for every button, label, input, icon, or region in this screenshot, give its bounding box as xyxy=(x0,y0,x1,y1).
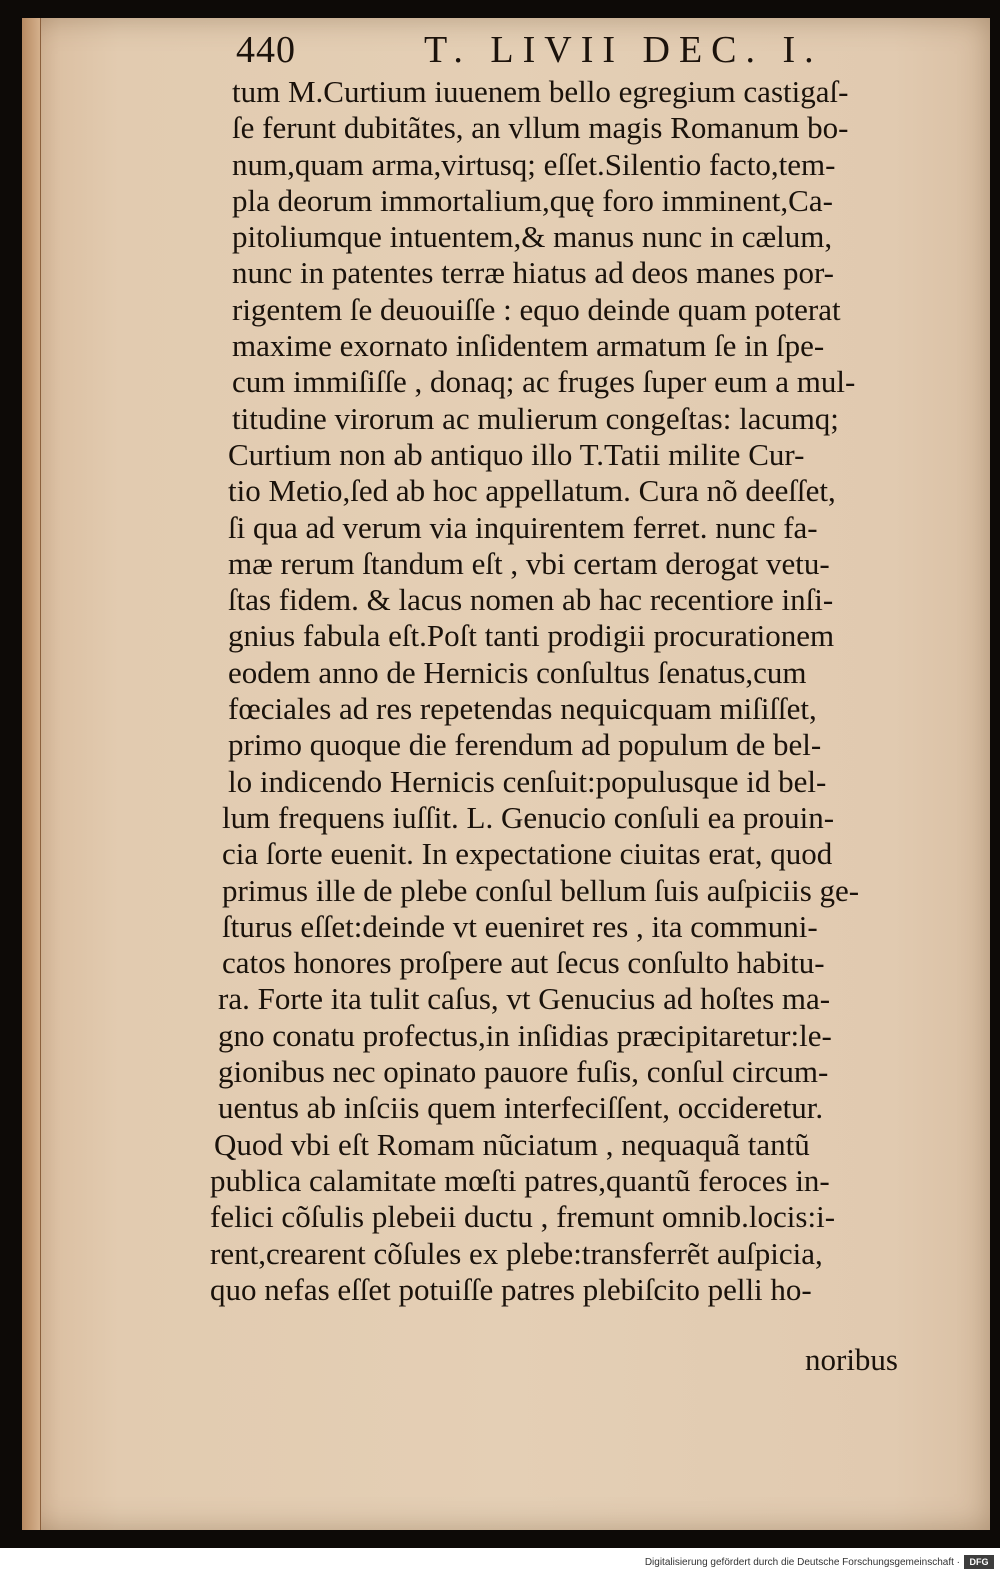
text-line: gno conatu profectus,in inſidias præcipitaretur:le- xyxy=(218,1017,832,1053)
text-line: primus ille de plebe conſul bellum ſuis auſpiciis ge- xyxy=(222,872,860,908)
running-head xyxy=(236,28,926,78)
text-line: ſi qua ad verum via inquirentem ferret. nunc fa- xyxy=(228,509,818,545)
text-line: ſtas fidem. & lacus nomen ab hac recentiore inſi- xyxy=(228,582,834,618)
funding-credit: Digitalisierung gefördert durch die Deutsche Forschungsgemeinschaft · xyxy=(644,1557,960,1568)
text-line: ra. Forte ita tulit caſus, vt Genucius ad hoſtes ma- xyxy=(218,981,831,1017)
text-line: rent,crearent cõſules ex plebe:transferrẽt auſpicia, xyxy=(210,1235,823,1271)
text-line: nunc in patentes terræ hiatus ad deos manes por- xyxy=(232,255,834,291)
page-edge xyxy=(22,18,41,1530)
text-line: pitoliumque intuentem,& manus nunc in cælum, xyxy=(232,219,833,255)
text-line: ſturus eſſet:deinde vt eueniret res , ita communi- xyxy=(222,908,818,944)
text-line: cum immiſiſſe , donaq; ac fruges ſuper eum a mul- xyxy=(232,364,856,400)
text-line: fœciales ad res repetendas nequicquam miſiſſet, xyxy=(228,691,817,727)
text-line: primo quoque die ferendum ad populum de bel- xyxy=(228,727,822,763)
text-line: eodem anno de Hernicis conſultus ſenatus,cum xyxy=(228,654,807,690)
text-line: tum M.Curtium iuuenem bello egregium castigaſ- xyxy=(232,74,849,109)
footer-bar xyxy=(0,1548,1000,1576)
text-line: publica calamitate mœſti patres,quantũ feroces in- xyxy=(210,1162,830,1198)
text-line: num,quam arma,virtusq; eſſet.Silentio facto,tem- xyxy=(232,146,836,182)
text-line: gnius fabula eſt.Poſt tanti prodigii procurationem xyxy=(228,618,835,654)
text-line: Curtium non ab antiquo illo T.Tatii milite Cur- xyxy=(228,436,805,472)
text-line: ſe ferunt dubitãtes, an vllum magis Romanum bo- xyxy=(232,110,849,146)
running-title: T. LIVII DEC. I. xyxy=(424,29,823,71)
text-line: pla deorum immortalium,quę foro imminent,Ca- xyxy=(232,182,833,218)
text-line: titudine virorum ac mulierum congeſtas: lacumq; xyxy=(232,400,839,436)
catchword: noribus xyxy=(805,1342,898,1377)
text-line: felici cõſulis plebeii ductu , fremunt omnib.locis:i- xyxy=(210,1199,836,1235)
text-line: cia ſorte euenit. In expectatione ciuitas erat, quod xyxy=(222,836,833,872)
text-line: uentus ab inſciis quem interfeciſſent, occideretur. xyxy=(218,1090,824,1126)
dfg-logo-icon: DFG xyxy=(964,1555,994,1569)
text-line: Quod vbi eſt Romam nũciatum , nequaquã tantũ xyxy=(214,1126,810,1162)
text-line: lum frequens iuſſit. L. Genucio conſuli ea prouin- xyxy=(222,799,835,835)
text-line: catos honores proſpere aut ſecus conſulto habitu- xyxy=(222,945,825,981)
text-line: tio Metio,ſed ab hoc appellatum. Cura nõ deeſſet, xyxy=(228,473,836,509)
text-line: rigentem ſe deuouiſſe : equo deinde quam poterat xyxy=(232,291,841,327)
text-line: quo nefas eſſet potuiſſe patres plebiſcito pelli ho- xyxy=(210,1271,812,1307)
body-text xyxy=(210,74,970,1308)
text-line: mæ rerum ſtandum eſt , vbi certam derogat vetu- xyxy=(228,545,830,581)
page-number: 440 xyxy=(236,29,296,71)
text-line: gionibus nec opinato pauore fuſis, conſul circum- xyxy=(218,1054,829,1090)
text-line: lo indicendo Hernicis cenſuit:populusque id bel- xyxy=(228,763,827,799)
text-line: maxime exornato inſidentem armatum ſe in ſpe- xyxy=(232,328,825,364)
